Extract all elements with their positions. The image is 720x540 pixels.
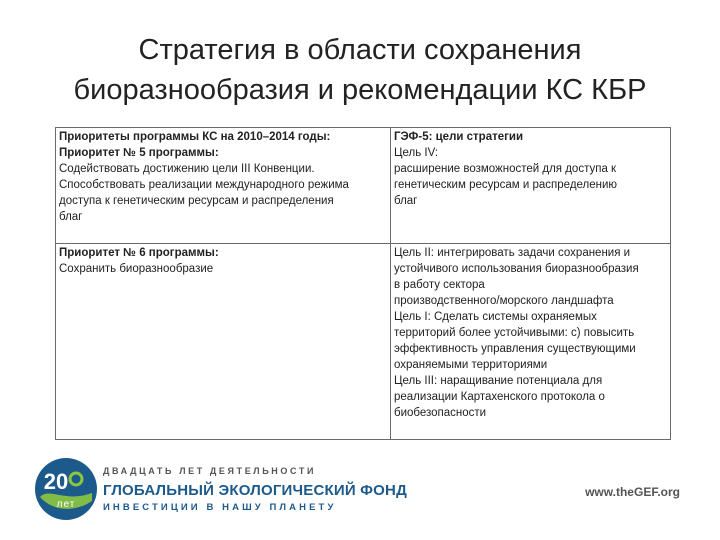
cell-header: ГЭФ-5: цели стратегии [394, 131, 524, 143]
cell-text: Способствовать реализации международного режима [59, 179, 349, 191]
cell-text: генетическим ресурсам и распределению [394, 179, 618, 191]
organization-name: ГЛОБАЛЬНЫЙ ЭКОЛОГИЧЕСКИЙ ФОНД [103, 482, 407, 499]
table-cell-program-priority-6 [56, 244, 391, 440]
table-cell-gef5-goal-4 [391, 128, 671, 244]
cell-text: территорий более устойчивыми: с) повысить [394, 327, 635, 339]
cell-text: благ [59, 211, 83, 223]
footer [0, 455, 720, 540]
cell-header: Приоритет № 6 программы: [59, 247, 219, 259]
tagline-top: ДВАДЦАТЬ ЛЕТ ДЕЯТЕЛЬНОСТИ [103, 466, 317, 476]
cell-text: расширение возможностей для доступа к [394, 163, 617, 175]
table-cell-program-priority-5 [56, 128, 391, 244]
cell-text: Цель III: наращивание потенциала для [394, 375, 603, 387]
cell-text: устойчивого использования биоразнообразия [394, 263, 639, 275]
slide-title [30, 30, 690, 110]
cell-text: эффективность управления существующими [394, 343, 636, 355]
logo-number: 20 [43, 469, 69, 494]
website-link[interactable]: www.theGEF.org [585, 485, 680, 499]
cell-text: Цель II: интегрировать задачи сохранения и [394, 247, 631, 259]
slide-title-line-1: Стратегия в области сохранения [138, 34, 582, 66]
table-cell-gef5-goals-1-2-3 [391, 244, 671, 440]
table-row [56, 128, 671, 244]
cell-text: Цель I: Сделать системы охраняемых [394, 311, 597, 323]
table-row [56, 244, 671, 440]
cell-text: Сохранить биоразнообразие [59, 263, 214, 275]
cell-text: Содействовать достижению цели III Конвенции. [59, 163, 315, 175]
slide-title-line-2: биоразнообразия и рекомендации КС КБР [73, 74, 647, 106]
tagline-sub: ИНВЕСТИЦИИ В НАШУ ПЛАНЕТУ [103, 502, 337, 513]
cell-text: благ [394, 195, 418, 207]
cell-subheader: Приоритет № 5 программы: [59, 147, 219, 159]
cell-header: Приоритеты программы КС на 2010–2014 годы: [59, 131, 331, 143]
cell-text: охраняемыми территориями [394, 359, 548, 371]
cell-text: Цель IV: [394, 147, 439, 159]
cell-text: в работу сектора [394, 279, 485, 291]
cell-text: производственного/морского ландшафта [394, 295, 614, 307]
cell-text: биобезопасности [394, 407, 487, 419]
strategy-table [55, 127, 671, 440]
logo-label: лет [56, 499, 76, 510]
cell-text: реализации Картахенского протокола о [394, 391, 605, 403]
cell-text: доступа к генетическим ресурсам и распределения [59, 195, 334, 207]
gef-20-years-logo-icon [34, 457, 98, 521]
